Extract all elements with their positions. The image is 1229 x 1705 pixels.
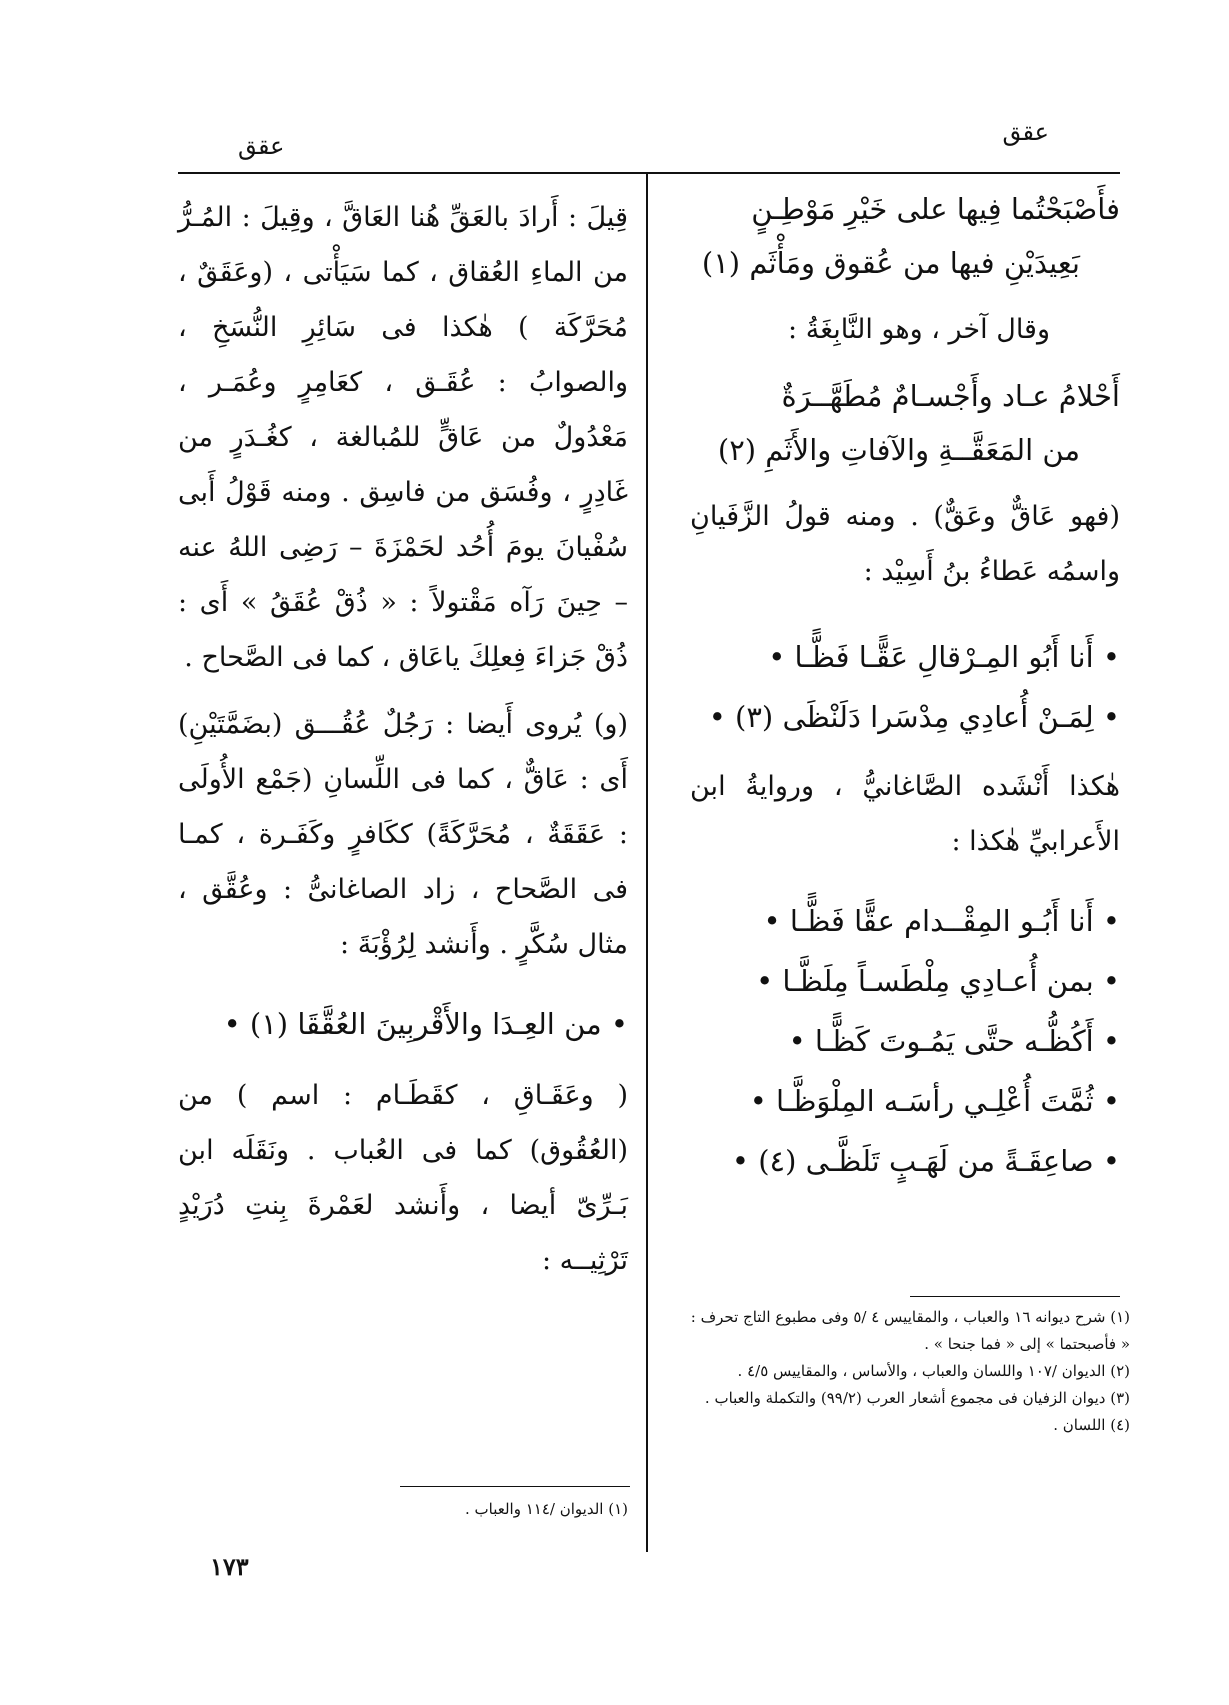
footnote: (١) شرح ديوانه ١٦ والعباب ، والمقاييس ٤ /٥ وفى مطبوع التاج تحرف : « فأصبحتما » إلى « فما جنحا » .: [690, 1308, 1130, 1353]
left-column: [178, 190, 628, 1288]
rajaz-line: • من العِـدَا والأَقْربِينَ العُقَّقَا (١) •: [223, 1007, 628, 1041]
footnote: (٢) الديوان /١٠٧ واللسان والعباب ، والأساس ، والمقاييس ٤/٥ .: [737, 1362, 1130, 1380]
verse-line: بَعِيدَيْنِ فيها من عُقوق ومَأْثَم (١): [701, 246, 1080, 280]
verse-line: فأَصْبَحْتُما فِيها على خَيْرِ مَوْطِـنٍ: [751, 192, 1120, 226]
paragraph: وقال آخر ، وهو النَّابِغَةُ :: [788, 314, 1050, 345]
rajaz-line: • ثُمَّتَ أُعْلِـي رأسَـه المِلْوَظَّـا •: [749, 1084, 1120, 1118]
rajaz-line: • أَكُظُّـه حتَّى يَمُـوتَ كَظًّـا •: [788, 1024, 1120, 1058]
rajaz-line: • بمن أُعـادِي مِلْطَسـاً مِلَظَّـا •: [756, 964, 1120, 998]
right-column: [690, 182, 1120, 1191]
paragraph: (فهو عَاقٌّ وعَقٌّ) . ومنه قولُ الزَّفَيانِ واسمُه عَطاءُ بنُ أَسِيْد :: [690, 501, 1120, 587]
footnotes-right: [690, 1304, 1130, 1439]
rajaz-line: • لِمَـنْ أُعادِي مِدْسَرا دَلَنْظَى (٣) •: [708, 700, 1120, 734]
rajaz-line: • أَنا أَبُـو المِقْــدام عقًّا فَظًّـا •: [763, 904, 1120, 938]
footnote: (٤) اللسان .: [1053, 1416, 1130, 1434]
paragraph: (و) يُروى أَيضا : رَجُلٌ عُقُـــق (بضَمَّتَيْنِ) أَى : عَاقٌّ ، كما فى اللِّسانِ (جَمْع الأُولَى : عَقَقَةٌ ، مُحَرَّكَةً) ككَافرٍ وكَفَـرة ، كمـا فى الصَّحاح ، زاد الصاغانىُّ : وعُقَّق ، مثال سُكَّرٍ . وأَنشد لِرُؤْبَةَ :: [178, 709, 628, 960]
paragraph: ( وعَقَـاقِ ، كقَطَـام : اسم ) من (العُقُوق) كما فى العُباب . ونَقَلَه ابن بَـرِّىّ أيضا ، وأَنشد لعَمْرةَ بِنتِ دُرَيْدٍ تَرْثِيــه :: [178, 1080, 628, 1276]
footnote: (٣) ديوان الزفيان فى مجموع أشعار العرب (٩٩/٢) والتكملة والعباب .: [704, 1389, 1130, 1407]
column-divider: [646, 172, 648, 1552]
footnote: (١) الديوان /١١٤ والعباب .: [464, 1500, 628, 1518]
verse-line: أَحْلامُ عـاد وأَجْسـامٌ مُطَهَّــرَةٌ: [781, 379, 1120, 413]
running-header-left: عقق: [238, 132, 285, 160]
footnote-rule: [910, 1296, 1120, 1297]
footnotes-left: [378, 1496, 628, 1523]
verse-line: من المَعَقَّــةِ والآفاتِ والأَثَمِ (٢): [717, 433, 1080, 467]
page-number: ١٧٣: [210, 1552, 249, 1581]
paragraph: هٰكذا أَنْشَده الصَّاغانيُّ ، وروايةُ ابن الأَعرابيِّ هٰكذا :: [690, 771, 1120, 857]
running-header-right: عقق: [1002, 118, 1049, 146]
paragraph: قِيلَ : أَرادَ بالعَقِّ هُنا العَاقَّ ، وقِيلَ : المُـرُّ من الماءِ العُقاق ، كما سَيَأْتى ، (وعَقَقٌ ، مُحَرَّكَة ) هٰكذا فى سَائِرِ النُّسَخِ ، والصوابُ : عُقَـق ، كعَامِرٍ وعُمَـر ، مَعْدُولٌ من عَاقٍّ للمُبالغة ، كغُـدَرٍ من غَادِرٍ ، وفُسَق من فاسِق . ومنه قَوْلُ أَبى سُفْيانَ يومَ أُحُد لحَمْزَةَ – رَضِى اللهُ عنه – حِينَ رَآه مَقْتولاً : « ذُقْ عُقَقُ » أَى : ذُقْ جَزاءَ فِعلِكَ ياعَاق ، كما فى الصَّحاح .: [178, 202, 628, 673]
rajaz-line: • صاعِقَـةً من لَهَـبٍ تَلَظَّـى (٤) •: [731, 1144, 1120, 1178]
header-rule: [178, 172, 1120, 174]
footnote-rule: [400, 1486, 630, 1487]
rajaz-line: • أَنا أَبُو المِـرْقالِ عَقًّـا فَظًّـا •: [768, 640, 1120, 674]
